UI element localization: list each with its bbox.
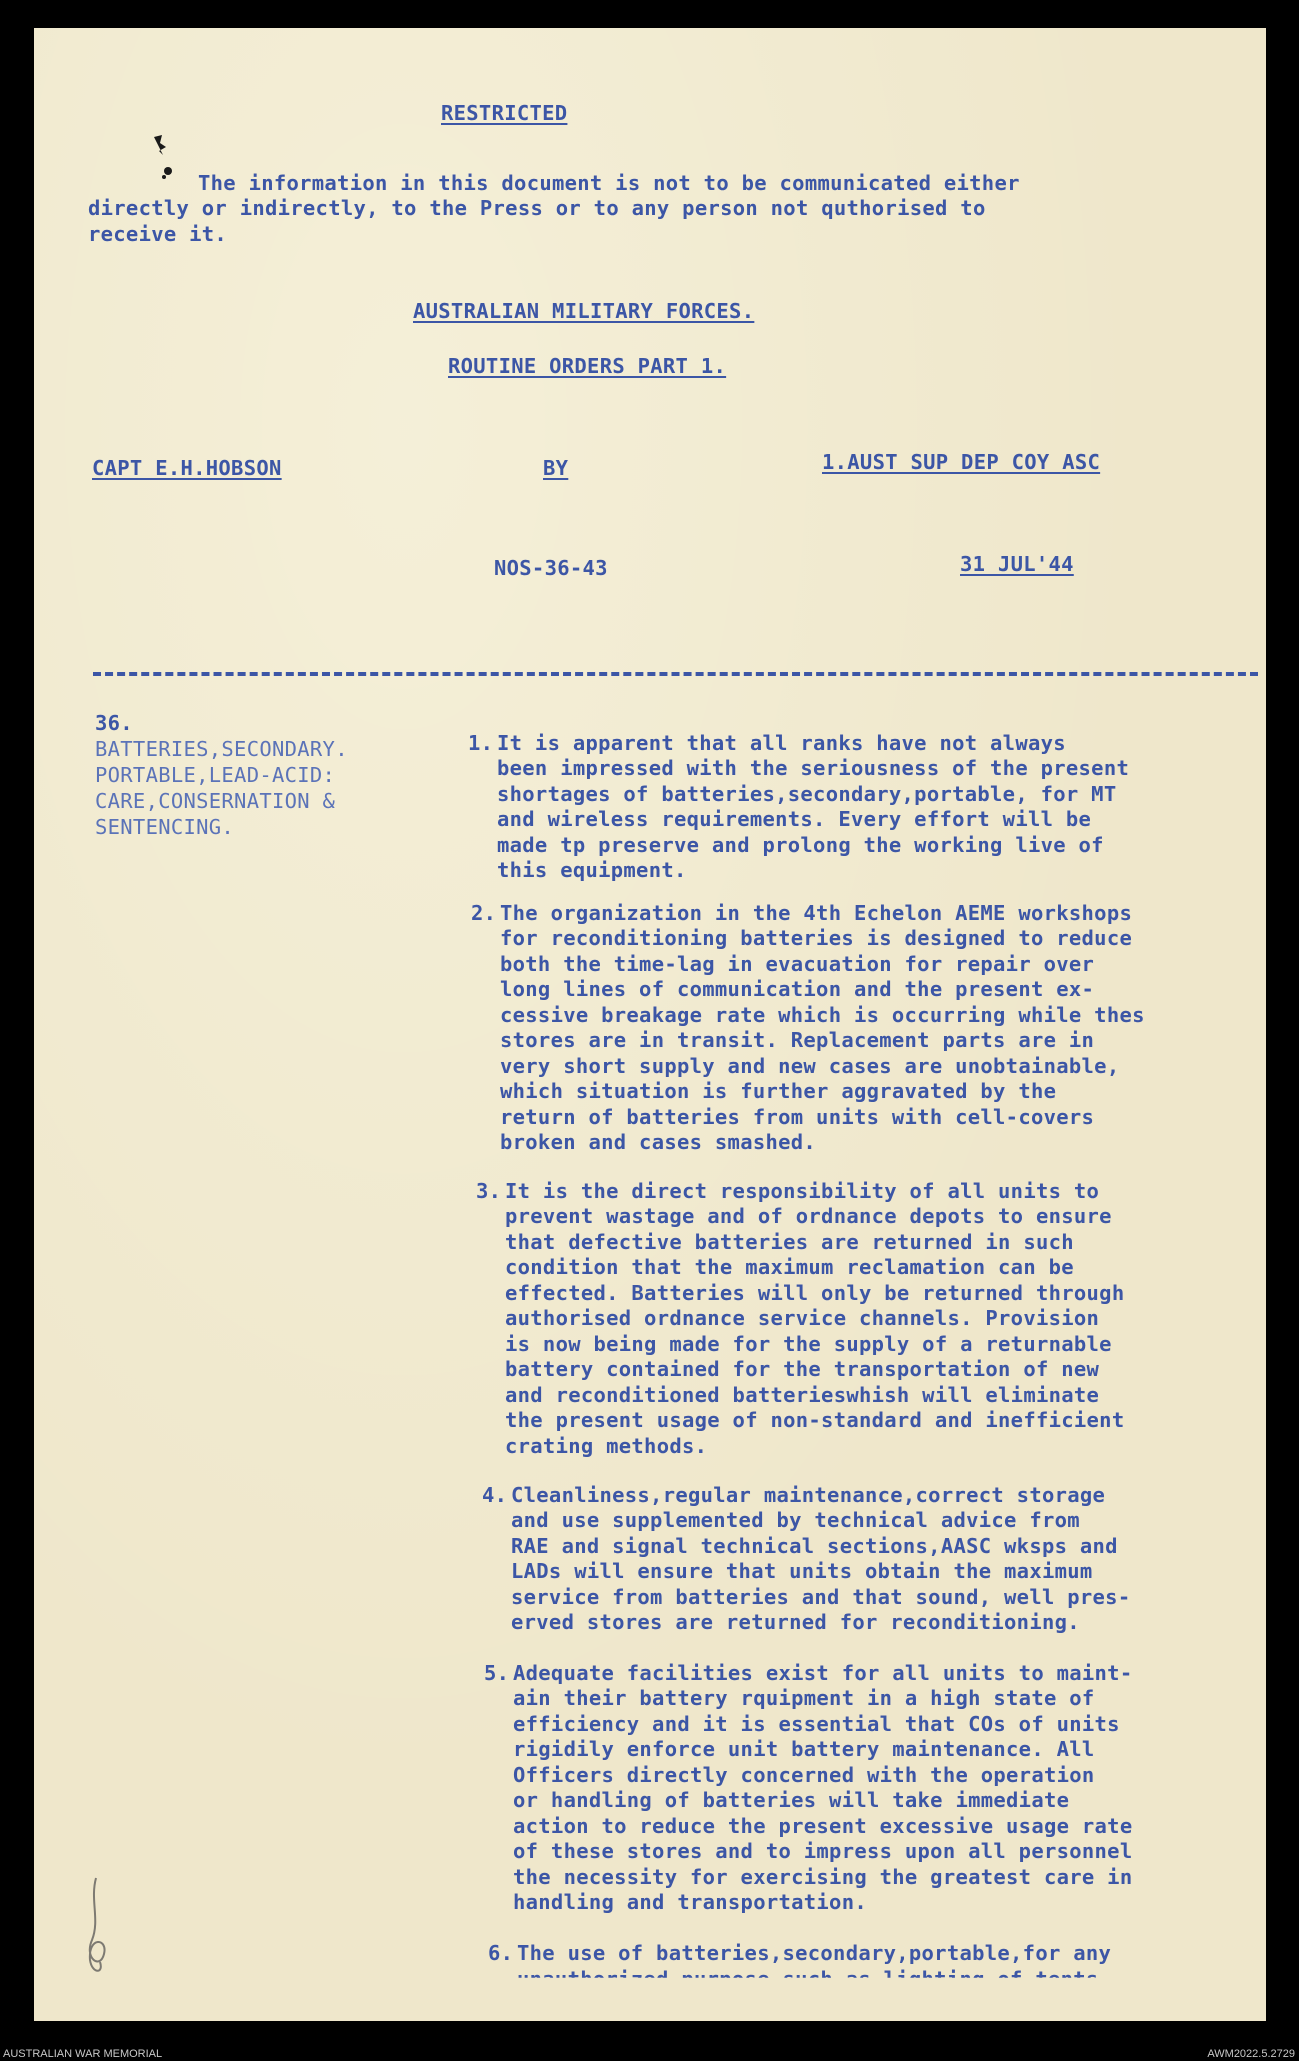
org-heading: AUSTRALIAN MILITARY FORCES. bbox=[413, 299, 755, 323]
paragraph-line: handling and transportation. bbox=[513, 1890, 867, 1914]
paragraph-line: the present usage of non-standard and inefficient bbox=[505, 1408, 1125, 1432]
paragraph-line: broken and cases smashed. bbox=[500, 1130, 817, 1154]
paragraph-line: very short supply and new cases are unobtainable, bbox=[500, 1054, 1120, 1078]
paragraph-line: been impressed with the seriousness of the present bbox=[497, 756, 1130, 780]
paragraph-line: condition that the maximum reclamation can be bbox=[505, 1255, 1074, 1279]
paragraph-number: 4. bbox=[482, 1483, 508, 1507]
paragraph-line: the necessity for exercising the greatest care in bbox=[513, 1865, 1133, 1889]
paragraph-line: for reconditioning batteries is designed to reduce bbox=[500, 926, 1133, 950]
section-divider bbox=[93, 672, 1258, 676]
notice-line-3: receive it. bbox=[88, 222, 228, 246]
paragraph-line: prevent wastage and of ordnance depots to ensure bbox=[505, 1204, 1112, 1228]
paragraph-line: long lines of communication and the present ex- bbox=[500, 977, 1095, 1001]
by-label: BY bbox=[543, 456, 569, 480]
paragraph-line: and reconditioned batterieswhish will eliminate bbox=[505, 1383, 1100, 1407]
paragraph-line: efficiency and it is essential that COs of units bbox=[513, 1712, 1120, 1736]
order-number: 36. bbox=[95, 711, 133, 735]
paragraph-number: 1. bbox=[468, 731, 494, 755]
paragraph-line: service from batteries and that sound, well pres- bbox=[511, 1585, 1131, 1609]
paragraph-number: 3. bbox=[476, 1179, 502, 1203]
paragraph-line: crating methods. bbox=[505, 1434, 708, 1458]
notice-line-2: directly or indirectly, to the Press or to any person not quthorised to bbox=[88, 196, 986, 220]
paragraph-line: Adequate facilities exist for all units to maint- bbox=[513, 1661, 1133, 1685]
paragraph-line: and use supplemented by technical advice from bbox=[511, 1508, 1080, 1532]
paragraph-line: that defective batteries are returned in such bbox=[505, 1230, 1074, 1254]
paragraph-line: both the time-lag in evacuation for repair over bbox=[500, 952, 1095, 976]
paragraph-line: and wireless requirements. Every effort will be bbox=[497, 807, 1092, 831]
paragraph-line: or handling of batteries will take immediate bbox=[513, 1788, 1070, 1812]
paragraph-line: of these stores and to impress upon all personnel bbox=[513, 1839, 1133, 1863]
notice-line-1: The information in this document is not to be communicated either bbox=[198, 171, 1020, 195]
paragraph-line: The organization in the 4th Echelon AEME workshops bbox=[500, 901, 1133, 925]
paragraph-number: 6. bbox=[488, 1941, 514, 1965]
paragraph-line: erved stores are returned for reconditioning. bbox=[511, 1610, 1080, 1634]
unit-name: 1.AUST SUP DEP COY ASC bbox=[822, 450, 1101, 474]
paragraph-line: The use of batteries,secondary,portable,for any bbox=[517, 1941, 1112, 1965]
archive-reference: AWM2022.5.2729 bbox=[1207, 2048, 1295, 2060]
paragraph-line: this equipment. bbox=[497, 858, 687, 882]
order-numbers: NOS-36-43 bbox=[494, 556, 608, 580]
subject-line-2: PORTABLE,LEAD-ACID: bbox=[95, 763, 336, 787]
order-date: 31 JUL'44 bbox=[960, 552, 1074, 576]
orders-title: ROUTINE ORDERS PART 1. bbox=[448, 354, 727, 378]
paragraph-line: battery contained for the transportation of new bbox=[505, 1357, 1100, 1381]
classification-heading: RESTRICTED bbox=[441, 101, 568, 125]
paragraph-line: made tp preserve and prolong the working live of bbox=[497, 833, 1104, 857]
paragraph-line: action to reduce the present excessive usage rate bbox=[513, 1814, 1133, 1838]
paragraph-line: effected. Batteries will only be returned through bbox=[505, 1281, 1125, 1305]
paragraph-number: 2. bbox=[471, 901, 497, 925]
paragraph-line: is now being made for the supply of a returnable bbox=[505, 1332, 1112, 1356]
issuer-name: CAPT E.H.HOBSON bbox=[92, 456, 282, 480]
paragraph-line: It is apparent that all ranks have not always bbox=[497, 731, 1066, 755]
subject-line-4: SENTENCING. bbox=[95, 815, 235, 839]
subject-line-1: BATTERIES,SECONDARY. bbox=[95, 737, 348, 761]
pencil-annotation-mark bbox=[70, 1870, 120, 1980]
archive-credit: AUSTRALIAN WAR MEMORIAL bbox=[3, 2048, 163, 2060]
paragraph-line: shortages of batteries,secondary,portable, for MT bbox=[497, 782, 1117, 806]
paragraph-line: stores are in transit. Replacement parts are in bbox=[500, 1028, 1095, 1052]
paragraph-line: cessive breakage rate which is occurring while thes bbox=[500, 1003, 1145, 1027]
paragraph-line: LADs will ensure that units obtain the maximum bbox=[511, 1559, 1093, 1583]
paragraph-line: RAE and signal technical sections,AASC wksps and bbox=[511, 1534, 1118, 1558]
paragraph-line: Officers directly concerned with the operation bbox=[513, 1763, 1095, 1787]
paragraph-line: rigidily enforce unit battery maintenance. All bbox=[513, 1737, 1095, 1761]
paragraph-line: which situation is further aggravated by the bbox=[500, 1079, 1057, 1103]
paragraph-line: return of batteries from units with cell-covers bbox=[500, 1105, 1095, 1129]
subject-line-3: CARE,CONSERNATION & bbox=[95, 789, 336, 813]
paragraph-line: authorised ordnance service channels. Provision bbox=[505, 1306, 1100, 1330]
paragraph-line: Cleanliness,regular maintenance,correct storage bbox=[511, 1483, 1106, 1507]
paragraph-line: It is the direct responsibility of all units to bbox=[505, 1179, 1100, 1203]
paragraph-line: ain their battery rquipment in a high state of bbox=[513, 1686, 1095, 1710]
paragraph-number: 5. bbox=[484, 1661, 510, 1685]
ink-blot-mark bbox=[150, 133, 176, 183]
